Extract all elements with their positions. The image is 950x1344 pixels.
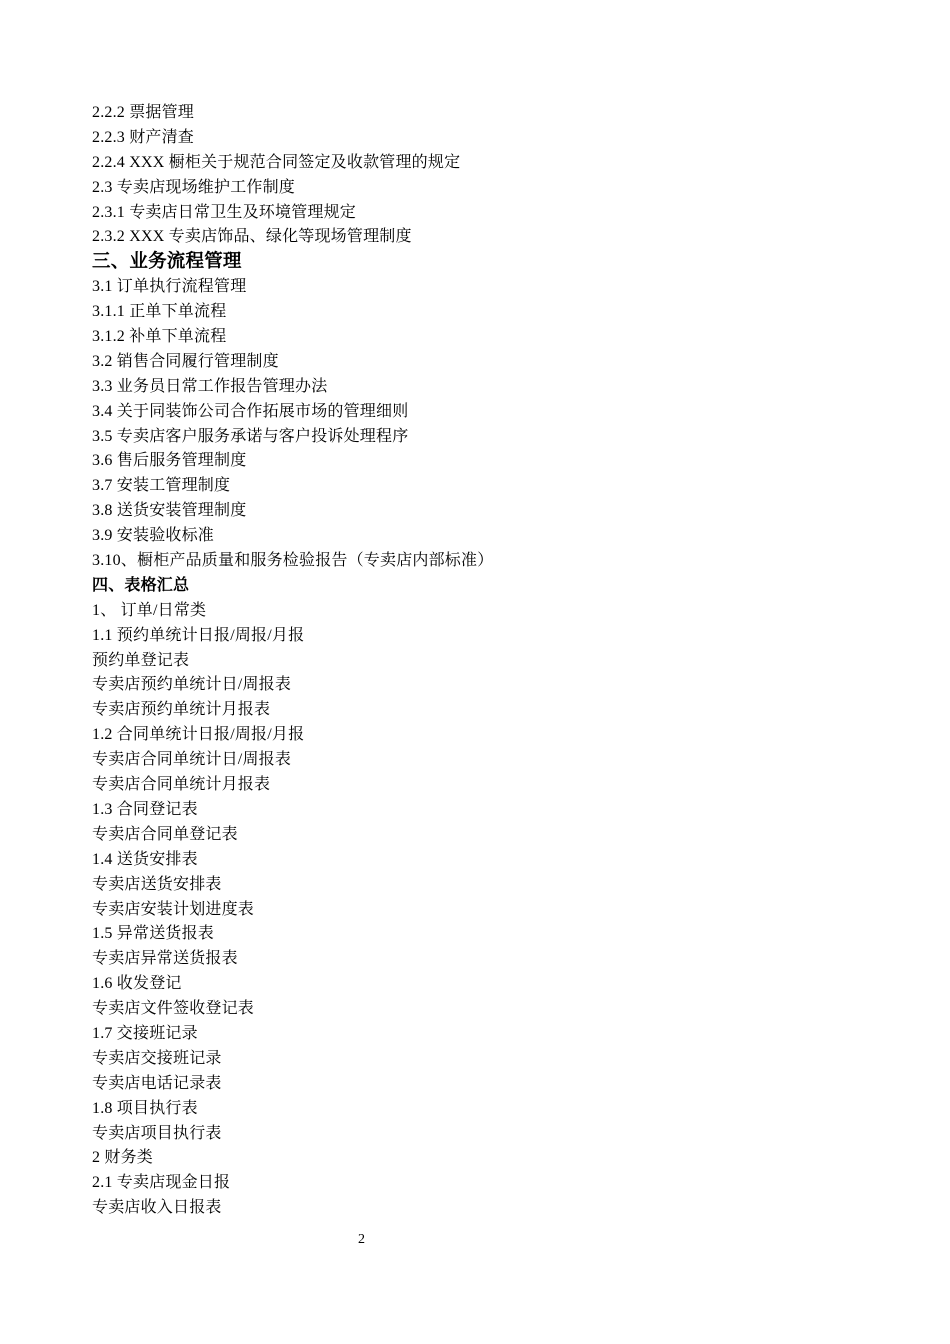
document-line: 3.6 售后服务管理制度 <box>92 452 247 470</box>
document-line: 3.8 送货安装管理制度 <box>92 502 247 520</box>
document-line: 专卖店送货安排表 <box>92 875 222 893</box>
document-line: 1、 订单/日常类 <box>92 601 207 619</box>
document-line: 3.1 订单执行流程管理 <box>92 278 247 296</box>
document-line: 1.7 交接班记录 <box>92 1024 198 1042</box>
document-line: 1.8 项目执行表 <box>92 1099 198 1117</box>
document-line: 专卖店交接班记录 <box>92 1049 222 1067</box>
document-line: 专卖店文件签收登记表 <box>92 1000 255 1018</box>
document-line: 3.10、橱柜产品质量和服务检验报告（专卖店内部标准） <box>92 552 494 570</box>
document-line: 专卖店安装计划进度表 <box>92 900 255 918</box>
document-line: 1.2 合同单统计日报/周报/月报 <box>92 726 305 744</box>
document-line: 1.1 预约单统计日报/周报/月报 <box>92 626 305 644</box>
document-line: 专卖店项目执行表 <box>92 1124 222 1142</box>
document-line: 1.6 收发登记 <box>92 975 182 993</box>
document-line: 3.7 安装工管理制度 <box>92 477 231 495</box>
document-line: 专卖店合同单统计日/周报表 <box>92 751 292 769</box>
document-line: 3.1.1 正单下单流程 <box>92 303 227 321</box>
document-line: 3.1.2 补单下单流程 <box>92 328 227 346</box>
document-line: 专卖店合同单统计月报表 <box>92 776 271 794</box>
document-line: 2.2.2 票据管理 <box>92 104 195 121</box>
document-line: 3.3 业务员日常工作报告管理办法 <box>92 377 328 395</box>
document-line: 预约单登记表 <box>92 651 190 669</box>
document-line: 3.4 关于同装饰公司合作拓展市场的管理细则 <box>92 402 409 420</box>
section-heading: 四、表格汇总 <box>92 576 190 594</box>
document-line: 专卖店异常送货报表 <box>92 950 238 968</box>
document-line: 专卖店收入日报表 <box>92 1199 222 1217</box>
section-heading: 三、业务流程管理 <box>92 252 242 273</box>
document-line: 3.9 安装验收标准 <box>92 527 215 545</box>
document-line: 专卖店合同单登记表 <box>92 825 238 843</box>
document-body <box>92 101 892 1221</box>
document-line: 2.2.4 XXX 橱柜关于规范合同签定及收款管理的规定 <box>92 153 461 171</box>
document-line: 2.3.2 XXX 专卖店饰品、绿化等现场管理制度 <box>92 228 412 246</box>
document-line: 1.5 异常送货报表 <box>92 925 215 943</box>
document-line: 2.2.3 财产清查 <box>92 128 195 146</box>
document-line: 2.3 专卖店现场维护工作制度 <box>92 178 296 196</box>
document-line: 2 财务类 <box>92 1149 154 1167</box>
document-line: 专卖店电话记录表 <box>92 1074 222 1092</box>
page-number: 2 <box>358 1232 365 1247</box>
document-line: 3.5 专卖店客户服务承诺与客户投诉处理程序 <box>92 427 409 445</box>
document-line: 2.3.1 专卖店日常卫生及环境管理规定 <box>92 203 357 221</box>
document-line: 1.3 合同登记表 <box>92 800 198 818</box>
document-line: 2.1 专卖店现金日报 <box>92 1174 231 1192</box>
document-line: 3.2 销售合同履行管理制度 <box>92 352 279 370</box>
document-line: 专卖店预约单统计月报表 <box>92 701 271 719</box>
document-line: 专卖店预约单统计日/周报表 <box>92 676 292 694</box>
document-line: 1.4 送货安排表 <box>92 850 198 868</box>
